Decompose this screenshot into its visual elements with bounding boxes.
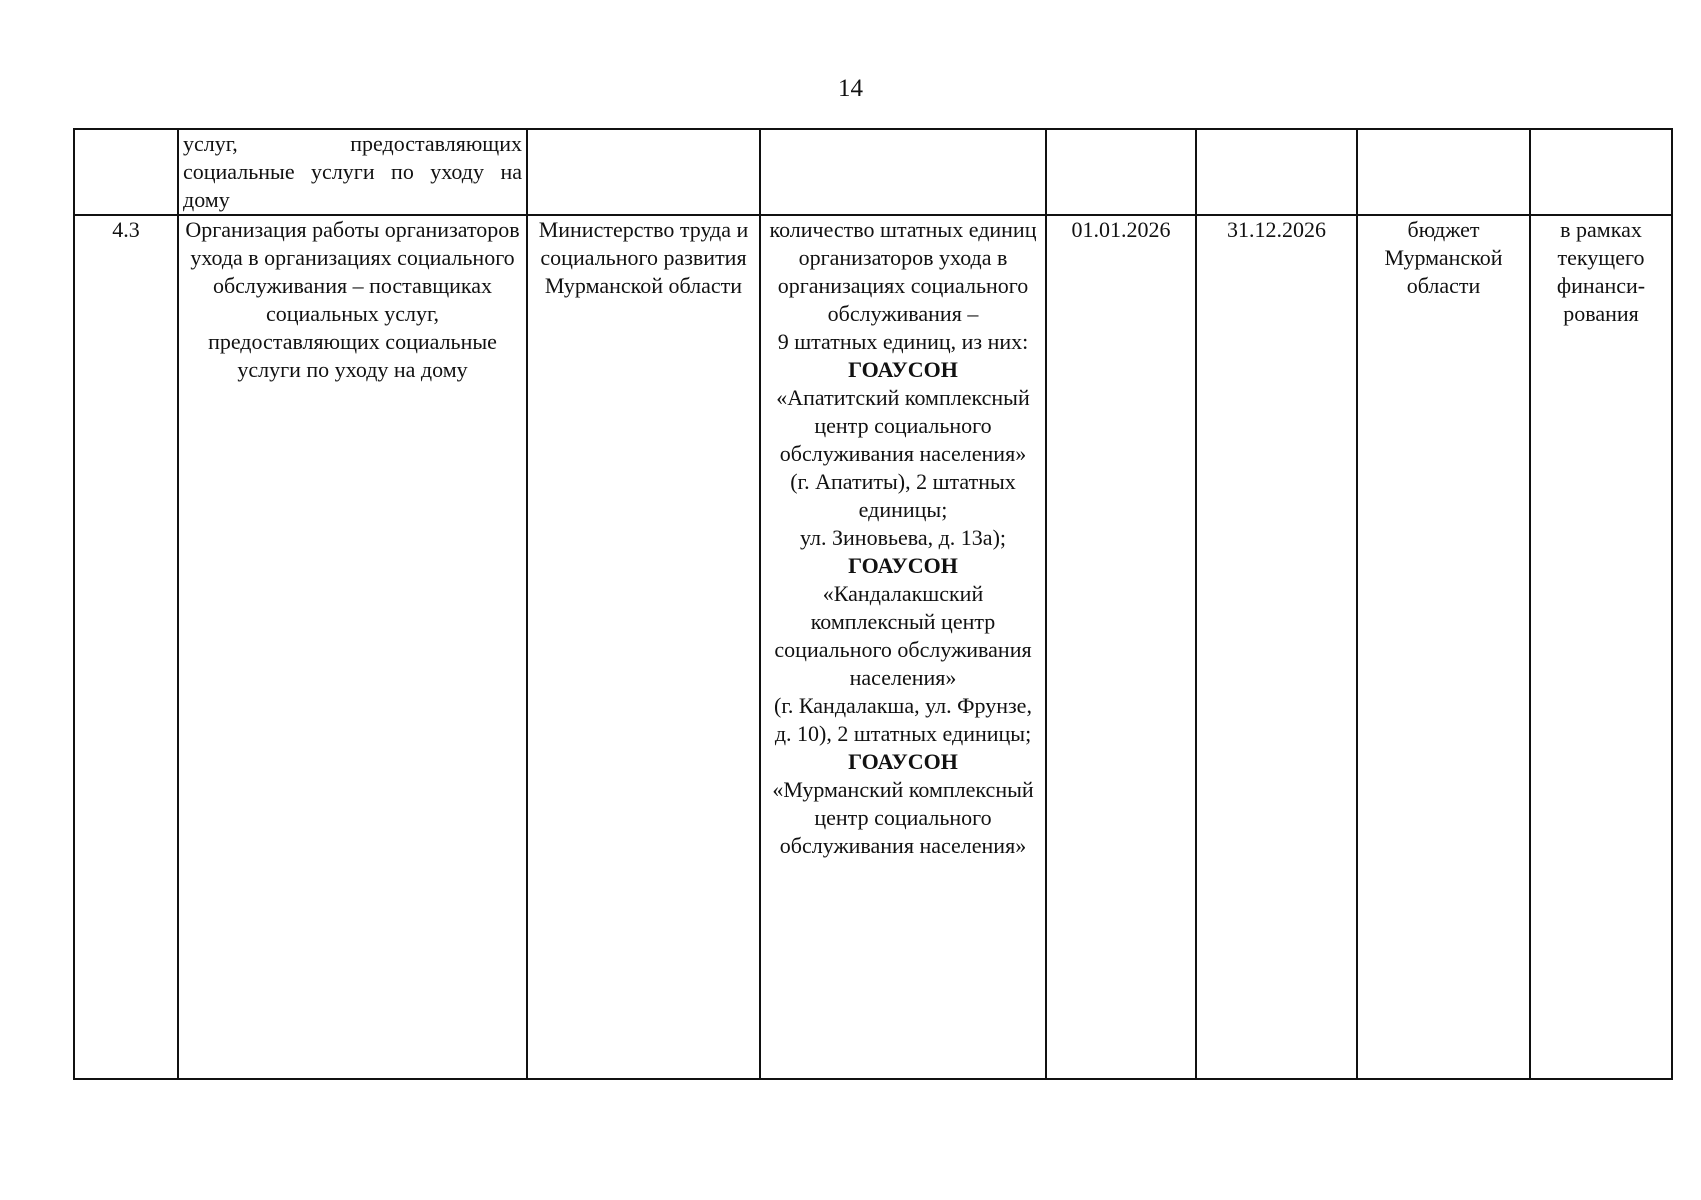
cell-start-date: 01.01.2026: [1046, 215, 1196, 1079]
cell-funding-amount: в рамках текущего финанси-рования: [1530, 215, 1672, 1079]
indicator-line: «Апатитский комплексный центр социального обслуживания населения»: [776, 385, 1030, 466]
indicator-line: «Мурманский комплексный центр социального обслуживания населения»: [772, 777, 1034, 858]
cell-end-date: 31.12.2026: [1196, 215, 1357, 1079]
cell-activity-name: Организация работы организаторов ухода в организациях социального обслуживания – поставщиках социальных услуг, предоставляющих социальные услуги по уходу на дому: [178, 215, 527, 1079]
cell-end-empty: [1196, 129, 1357, 215]
indicator-org-type: ГОАУСОН: [848, 553, 958, 578]
cell-responsible: Министерство труда и социального развития Мурманской области: [527, 215, 760, 1079]
indicator-org-type: ГОАУСОН: [848, 357, 958, 382]
cell-funding-source: бюджет Мурманской области: [1357, 215, 1530, 1079]
table-row-4-3: [74, 215, 1672, 1079]
cell-indicator-empty: [760, 129, 1046, 215]
indicator-line: (г. Кандалакша, ул. Фрунзе, д. 10), 2 штатных единицы;: [774, 693, 1032, 746]
indicator-line: ул. Зиновьева, д. 13а);: [799, 525, 1007, 550]
cell-amount-empty: [1530, 129, 1672, 215]
cell-number: 4.3: [74, 215, 178, 1079]
indicator-line: (г. Апатиты), 2 штатных единицы;: [790, 469, 1016, 522]
cell-indicator: [760, 215, 1046, 1079]
table-row-continuation: [74, 129, 1672, 215]
page-number: 14: [838, 75, 863, 102]
activities-table: [73, 128, 1673, 1080]
indicator-line: количество штатных единиц организаторов ухода в организациях социального обслуживания –: [769, 217, 1037, 326]
indicator-line: 9 штатных единиц, из них:: [777, 329, 1029, 354]
indicator-org-type: ГОАУСОН: [848, 749, 958, 774]
indicator-line: «Кандалакшский комплексный центр социального обслуживания населения»: [774, 581, 1032, 690]
cell-name-continuation: услуг, предоставляющих социальные услуги по уходу на дому: [178, 129, 527, 215]
cell-responsible-empty: [527, 129, 760, 215]
cell-number-empty: [74, 129, 178, 215]
cell-start-empty: [1046, 129, 1196, 215]
cell-source-empty: [1357, 129, 1530, 215]
